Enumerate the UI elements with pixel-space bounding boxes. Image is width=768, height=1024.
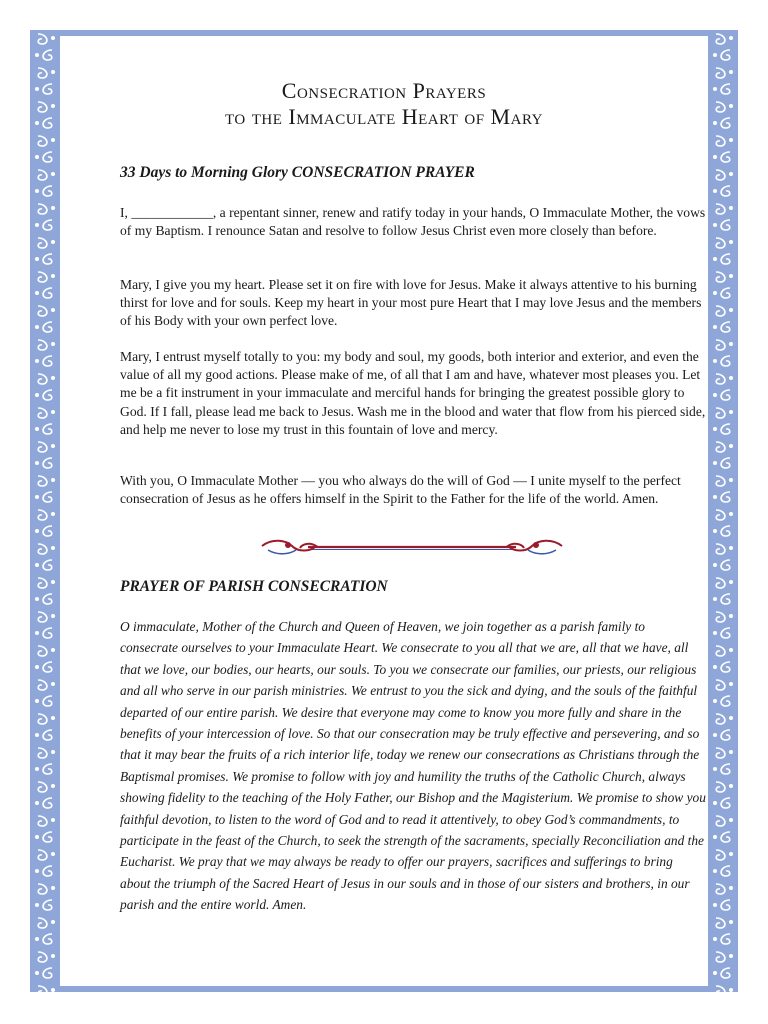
page-title xyxy=(60,78,708,130)
title-line-1: Consecration Prayers xyxy=(281,78,487,103)
prayer2-body: O immaculate, Mother of the Church and Queen of Heaven, we join together as a parish family to consecrate ourselves to your Immaculate Heart. We consecrate to you all that we are, all that we have, all that we love, our bodies, our hearts, our souls. To you we consecrate our families, our priests, our religious and all who serve in our parish ministries. We entrust to you the sick and dying, and the souls of the faithful departed of our entire parish. We desire that everyone may come to know you more fully and share in the benefits of your intercession of love. So that our consecration may be truly effective and persevering, and so that it may bear the fruits of a rich interior life, today we renew our consecrations as Christians through the Baptismal promises. We promise to follow with joy and humility the truths of the Catholic Church, always showing fidelity to the teaching of the Holy Father, our Bishop and the Magisterium. We promise to show you faithful devotion, to listen to the word of God and to read it attentively, to obey God’s commandments, to participate in the feast of the Church, to seek the strength of the sacraments, specially Reconciliation and the Eucharist. We pray that we may always be ready to offer our prayers, sacrifices and sufferings to bring about the triumph of the Sacred Heart of Jesus in our souls and in those of our sisters and brothers, in our parish and the entire world. Amen. xyxy=(120,619,706,913)
prayer2-heading: PRAYER OF PARISH CONSECRATION xyxy=(120,578,388,595)
title-line-2: to the Immaculate Heart of Mary xyxy=(225,104,543,129)
prayer1-paragraph-1: I, ____________, a repentant sinner, renew and ratify today in your hands, O Immaculate Mother, the vows of my Baptism. I renounce Satan and resolve to follow Jesus Christ even more closely than before. xyxy=(120,205,706,239)
left-border-ornament xyxy=(30,30,60,992)
ornamental-divider xyxy=(260,534,564,560)
prayer1-paragraph-3: Mary, I entrust myself totally to you: my body and soul, my goods, both interior and exterior, and even the value of all my good actions. Please make of me, of all that I am and have, whatever most pleases you. Let me be a fit instrument in your immaculate and merciful hands for bringing the greatest possible glory to God. If I fall, please lead me back to Jesus. Wash me in the blood and water that flow from his pierced side, and help me never to lose my trust in this fountain of love and mercy. xyxy=(120,349,706,437)
page-content xyxy=(60,36,708,986)
prayer1-paragraph-4: With you, O Immaculate Mother — you who always do the will of God — I unite myself to the perfect consecration of Jesus as he offers himself in the Spirit to the Father for the life of the world. Amen. xyxy=(120,473,681,507)
prayer1-heading: 33 Days to Morning Glory CONSECRATION PRAYER xyxy=(120,164,475,181)
right-border-ornament xyxy=(708,30,738,992)
prayer1-paragraph-2: Mary, I give you my heart. Please set it on fire with love for Jesus. Make it always attentive to his burning thirst for love and for souls. Keep my heart in your most pure Heart that I may love Jesus and the members of his Body with your own perfect love. xyxy=(120,277,702,329)
page-border-frame xyxy=(30,30,738,992)
